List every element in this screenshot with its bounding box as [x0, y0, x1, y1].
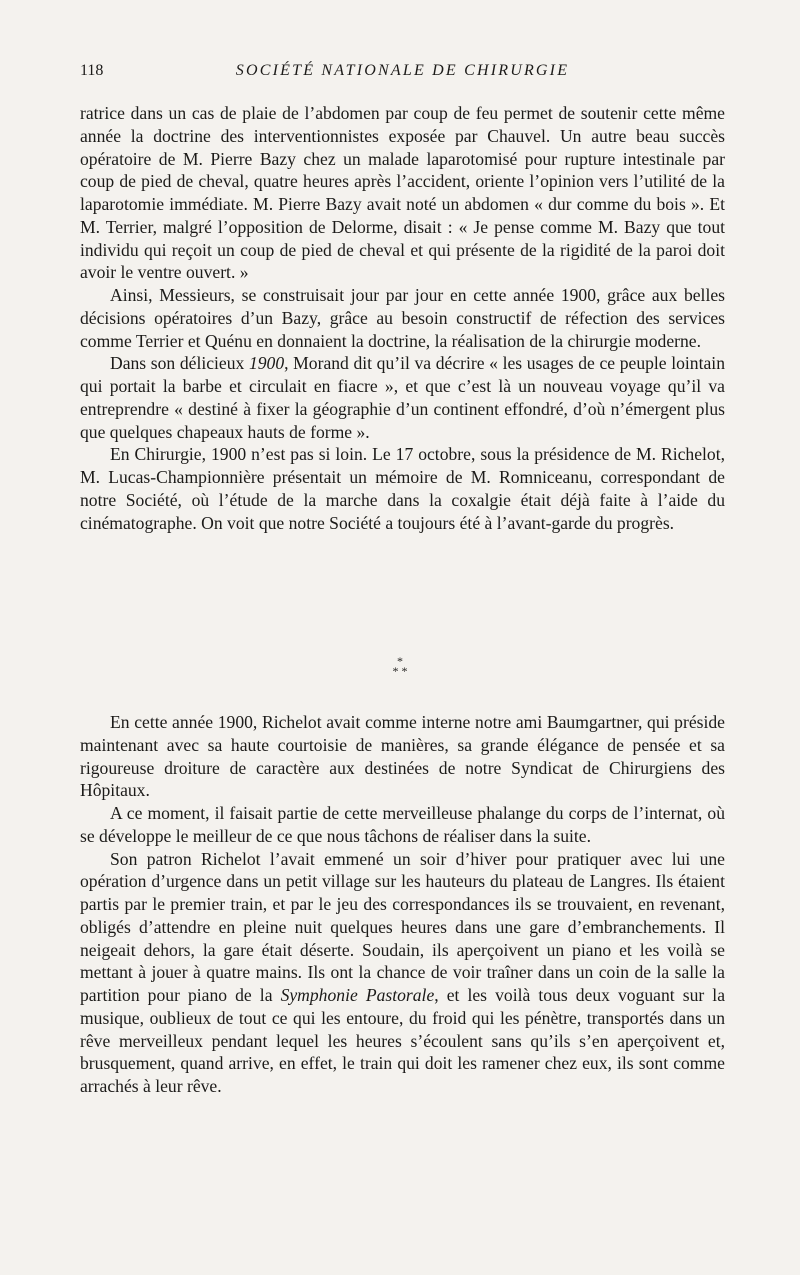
- work-title: Symphonie Pastorale: [280, 985, 435, 1005]
- paragraph: En Chirurgie, 1900 n’est pas si loin. Le 17 octobre, sous la présidence de M. Richelot, M. Lucas-Championnière présentait un mémoire de M. Romniceanu, correspondant de notre Société, où l’étude de la marche dans la coxalgie était déjà faite à l’aide du cinématographe. On voit que notre Société a toujours été à l’avant-garde du progrès.: [80, 444, 725, 533]
- paragraph: [80, 848, 725, 1098]
- paragraph: [80, 352, 725, 443]
- paragraph-text: , et les voilà tous deux voguant sur la musique, oublieux de tout ce qui les entoure, du froid qui les pénètre, transportés dans un rêve merveilleux pendant lequel les heures s’écoulent sans qu’ils s’en aperçoivent et, brusquement, quand arrive, en effet, le train qui doit les ramener chez eux, ils sont comme arrachés à leur rêve.: [80, 985, 726, 1096]
- section-separator: [0, 656, 800, 676]
- asterism-bottom: * *: [392, 664, 408, 678]
- running-title: SOCIÉTÉ NATIONALE DE CHIRURGIE: [235, 62, 570, 79]
- paragraph-text: Dans son délicieux: [110, 353, 249, 374]
- asterism-top: *: [397, 654, 403, 668]
- paragraph-text: Son patron Richelot l’avait emmené un soir d’hiver pour pratiquer avec lui une opération d’urgence dans un petit village sur les hauteurs du plateau de Langres. Ils étaient partis par le premier train, et par le jeu des correspondances ils se trouvaient, en revenant, obligés d’attendre en pleine nuit quelques heures dans une gare d’embranchements. Il neigeait dehors, la gare était déserte. Soudain, ils aperçoivent un piano et les voilà se mettant à jouer à quatre mains. Ils ont la chance de voir traîner dans un coin de la salle la partition pour piano de la: [80, 848, 725, 1005]
- book-title: 1900: [248, 353, 285, 374]
- page-header: [80, 62, 725, 86]
- paragraph-text: , Morand dit qu’il va décrire « les usages de ce peuple lointain qui portait la barbe et circulait en fiacre », et que c’est là un nouveau voyage qu’il va entreprendre « destiné à fixer la géographie d’un continent effondré, d’où n’émergent plus que quelques chapeaux hauts de forme ».: [80, 353, 725, 442]
- page-number: 118: [80, 62, 104, 79]
- paragraph: En cette année 1900, Richelot avait comme interne notre ami Baumgartner, qui préside maintenant avec sa haute courtoisie de manières, sa grande élégance de pensée et sa rigoureuse droiture de caractère aux destinées de notre Syndicat de Chirurgiens des Hôpitaux.: [80, 712, 725, 801]
- main-text-section-1: [80, 102, 725, 534]
- paragraph: A ce moment, il faisait partie de cette merveilleuse phalange du corps de l’internat, où se développe le meilleur de ce que nous tâchons de réaliser dans la suite.: [80, 803, 725, 846]
- paragraph: ratrice dans un cas de plaie de l’abdomen par coup de feu permet de soutenir cette même année la doctrine des interventionnistes exposée par Chauvel. Un autre beau succès opératoire de M. Pierre Bazy chez un malade laparotomisé pour rupture intestinale par coup de pied de cheval, quatre heures après l’accident, oriente l’opinion vers l’utilité de la laparotomie immédiate. M. Pierre Bazy avait noté un abdomen « dur comme du bois ». Et M. Terrier, malgré l’opposition de Delorme, disait : « Je pense comme M. Bazy que tout individu qui reçoit un coup de pied de cheval et qui présente de la rigidité de la paroi doit avoir le ventre ouvert. »: [80, 103, 725, 283]
- paragraph: Ainsi, Messieurs, se construisait jour par jour en cette année 1900, grâce aux belles décisions opératoires d’un Bazy, grâce au besoin constructif de réfection des services comme Terrier et Quénu en donnaient la doctrine, la réalisation de la chirurgie moderne.: [80, 285, 725, 351]
- main-text-section-2: [80, 711, 725, 1098]
